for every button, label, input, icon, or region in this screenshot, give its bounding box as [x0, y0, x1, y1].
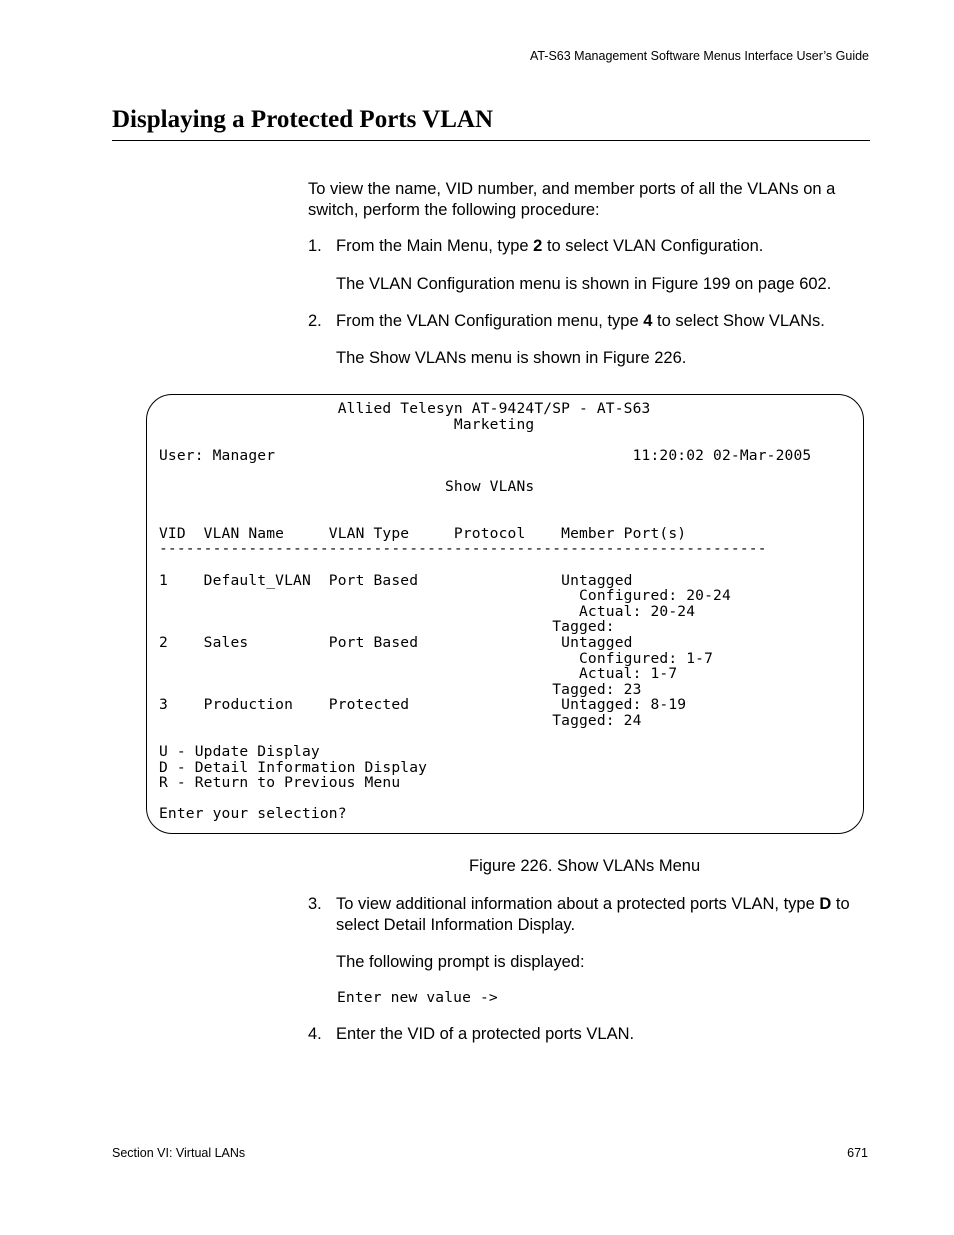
screen-line: Tagged: 24: [159, 711, 642, 729]
screen-line: VID VLAN Name VLAN Type Protocol Member Port(s): [159, 524, 687, 542]
step-3-key: D: [819, 895, 832, 913]
step-4-number: 4.: [308, 1025, 322, 1043]
screen-line: 1 Default_VLAN Port Based Untagged: [159, 571, 633, 589]
section-title: Displaying a Protected Ports VLAN: [112, 106, 493, 133]
screen-line: [159, 510, 811, 526]
screen-line: Allied Telesyn AT-9424T/SP - AT-S63: [159, 400, 651, 417]
step-2-text: From the VLAN Configuration menu, type 4 to select Show VLANs.: [336, 312, 825, 330]
intro-paragraph: To view the name, VID number, and member ports of all the VLANs on a switch, perform the following procedure:: [308, 180, 836, 219]
screen-line: [159, 463, 811, 479]
screen-line: Configured: 1-7: [159, 649, 714, 667]
step-1-note: The VLAN Configuration menu is shown in Figure 199 on page 602.: [336, 275, 832, 293]
screen-text: [159, 401, 811, 822]
screen-line: Configured: 20-24: [159, 587, 731, 605]
screen-line: Marketing: [159, 415, 535, 433]
screen-line: Tagged: 23: [159, 680, 642, 698]
figure-caption: Figure 226. Show VLANs Menu: [469, 857, 701, 875]
step-3-note: The following prompt is displayed:: [336, 953, 585, 971]
step-2-number: 2.: [308, 312, 322, 330]
step-1-key: 2: [533, 237, 543, 255]
screen-line: 2 Sales Port Based Untagged: [159, 633, 633, 651]
running-header: AT-S63 Management Software Menus Interface User’s Guide: [529, 49, 869, 63]
screen-line: Enter your selection?: [159, 805, 347, 823]
page-number: 671: [847, 1146, 868, 1160]
screen-line: 3 Production Protected Untagged: 8-19: [159, 696, 687, 714]
step-1-number: 1.: [308, 237, 322, 255]
screen-line: D - Detail Information Display: [159, 758, 428, 776]
screen-line: [159, 728, 811, 744]
step-3-text: To view additional information about a protected ports VLAN, type D to select Detail Information Display.: [336, 895, 850, 934]
step-2-note: The Show VLANs menu is shown in Figure 226.: [336, 349, 687, 367]
prompt-code: Enter new value ->: [337, 989, 498, 1006]
step-2-key: 4: [643, 312, 653, 330]
screen-line: R - Return to Previous Menu: [159, 774, 401, 792]
screen-line: [159, 791, 811, 807]
screen-line: [159, 432, 811, 448]
step-4-text: Enter the VID of a protected ports VLAN.: [336, 1025, 635, 1043]
step-1-text: From the Main Menu, type 2 to select VLAN Configuration.: [336, 237, 764, 255]
screen-line: [159, 495, 811, 511]
footer-section: Section VI: Virtual LANs: [112, 1146, 246, 1160]
screen-line: User: Manager 11:20:02 02-Mar-2005: [159, 446, 812, 464]
title-rule: [112, 140, 870, 141]
screen-line: U - Update Display: [159, 743, 320, 761]
screen-line: Actual: 20-24: [159, 602, 696, 620]
screen-line: Actual: 1-7: [159, 665, 678, 683]
screen-line: [159, 557, 811, 573]
step-3-number: 3.: [308, 895, 322, 913]
screen-line: Show VLANs: [159, 477, 535, 495]
screen-line: Tagged:: [159, 618, 615, 636]
screen-line: --------------------------------------------------------------------: [159, 540, 767, 558]
